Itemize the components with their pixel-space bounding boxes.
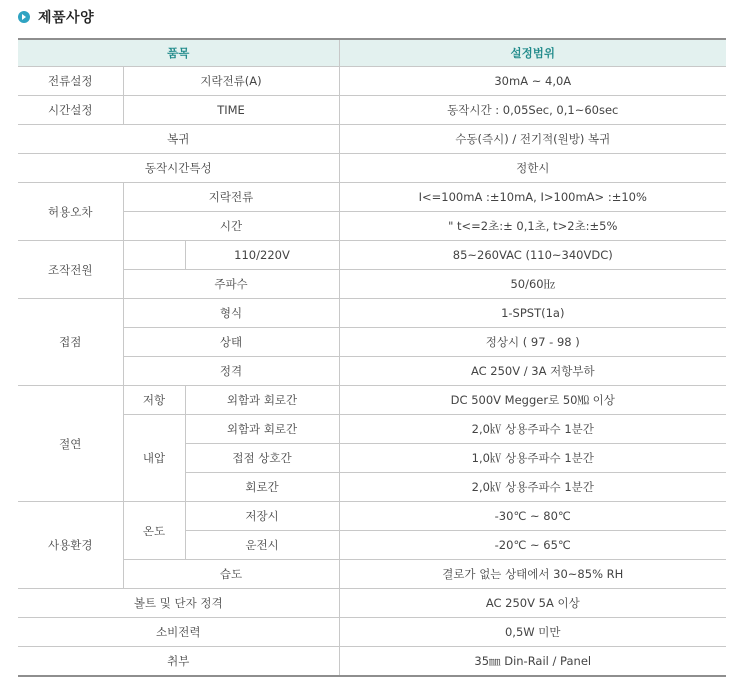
- item-cell: 볼트 및 단자 정격: [18, 589, 339, 618]
- item-cell: 시간: [123, 212, 339, 241]
- category-cell: 전류설정: [18, 67, 123, 96]
- table-row: [18, 183, 726, 212]
- item-cell: 외함과 회로간: [185, 386, 339, 415]
- value-cell: I<=100mA :±10mA, I>100mA> :±10%: [339, 183, 726, 212]
- item-cell: 접점 상호간: [185, 444, 339, 473]
- item-cell: 형식: [123, 299, 339, 328]
- value-cell: -20℃ ~ 65℃: [339, 531, 726, 560]
- item-cell: 지락전류: [123, 183, 339, 212]
- item-cell: 정격: [123, 357, 339, 386]
- value-cell: 2,0㎸ 상용주파수 1분간: [339, 473, 726, 502]
- empty-cell: [123, 241, 185, 270]
- value-cell: DC 500V Megger로 50㏁ 이상: [339, 386, 726, 415]
- header-item: 품목: [18, 39, 339, 67]
- table-row: [18, 589, 726, 618]
- subcategory-cell: 내압: [123, 415, 185, 502]
- table-header-row: [18, 39, 726, 67]
- value-cell: 1-SPST(1a): [339, 299, 726, 328]
- bullet-arrow-icon: [18, 11, 30, 23]
- item-cell: 동작시간특성: [18, 154, 339, 183]
- value-cell: 0,5W 미만: [339, 618, 726, 647]
- value-cell: 85~260VAC (110~340VDC): [339, 241, 726, 270]
- value-cell: " t<=2초:± 0,1초, t>2초:±5%: [339, 212, 726, 241]
- item-cell: 소비전력: [18, 618, 339, 647]
- value-cell: 정상시 ( 97 - 98 ): [339, 328, 726, 357]
- table-row: [18, 386, 726, 415]
- table-row: [18, 67, 726, 96]
- table-row: [18, 241, 726, 270]
- page-title: 제품사양: [38, 10, 95, 26]
- value-cell: 수동(즉시) / 전기적(원방) 복귀: [339, 125, 726, 154]
- table-row: [18, 560, 726, 589]
- table-row: [18, 96, 726, 125]
- category-cell: 절연: [18, 386, 123, 502]
- item-cell: 복귀: [18, 125, 339, 154]
- category-cell: 조작전원: [18, 241, 123, 299]
- section-title: [18, 6, 94, 28]
- header-range: 설정범위: [339, 39, 726, 67]
- table-row: [18, 270, 726, 299]
- table-row: [18, 154, 726, 183]
- value-cell: AC 250V 5A 이상: [339, 589, 726, 618]
- category-cell: 접점: [18, 299, 123, 386]
- value-cell: 35㎜ Din-Rail / Panel: [339, 647, 726, 677]
- table-row: [18, 299, 726, 328]
- table-row: [18, 415, 726, 444]
- table-row: [18, 125, 726, 154]
- item-cell: TIME: [123, 96, 339, 125]
- table-row: [18, 647, 726, 677]
- spec-table: [18, 38, 726, 677]
- value-cell: 50/60㎐: [339, 270, 726, 299]
- item-cell: 회로간: [185, 473, 339, 502]
- item-cell: 습도: [123, 560, 339, 589]
- table-row: [18, 502, 726, 531]
- value-cell: -30℃ ~ 80℃: [339, 502, 726, 531]
- item-cell: 110/220V: [185, 241, 339, 270]
- table-row: [18, 328, 726, 357]
- value-cell: 2,0㎸ 상용주파수 1분간: [339, 415, 726, 444]
- value-cell: 정한시: [339, 154, 726, 183]
- value-cell: 30mA ~ 4,0A: [339, 67, 726, 96]
- item-cell: 저장시: [185, 502, 339, 531]
- item-cell: 취부: [18, 647, 339, 677]
- value-cell: 1,0㎸ 상용주파수 1분간: [339, 444, 726, 473]
- table-row: [18, 357, 726, 386]
- item-cell: 지락전류(A): [123, 67, 339, 96]
- value-cell: 결로가 없는 상태에서 30~85% RH: [339, 560, 726, 589]
- category-cell: 시간설정: [18, 96, 123, 125]
- item-cell: 주파수: [123, 270, 339, 299]
- category-cell: 사용환경: [18, 502, 123, 589]
- item-cell: 외함과 회로간: [185, 415, 339, 444]
- subcategory-cell: 저항: [123, 386, 185, 415]
- value-cell: 동작시간 : 0,05Sec, 0,1~60sec: [339, 96, 726, 125]
- subcategory-cell: 온도: [123, 502, 185, 560]
- item-cell: 상태: [123, 328, 339, 357]
- value-cell: AC 250V / 3A 저항부하: [339, 357, 726, 386]
- item-cell: 운전시: [185, 531, 339, 560]
- category-cell: 허용오차: [18, 183, 123, 241]
- table-row: [18, 618, 726, 647]
- table-row: [18, 212, 726, 241]
